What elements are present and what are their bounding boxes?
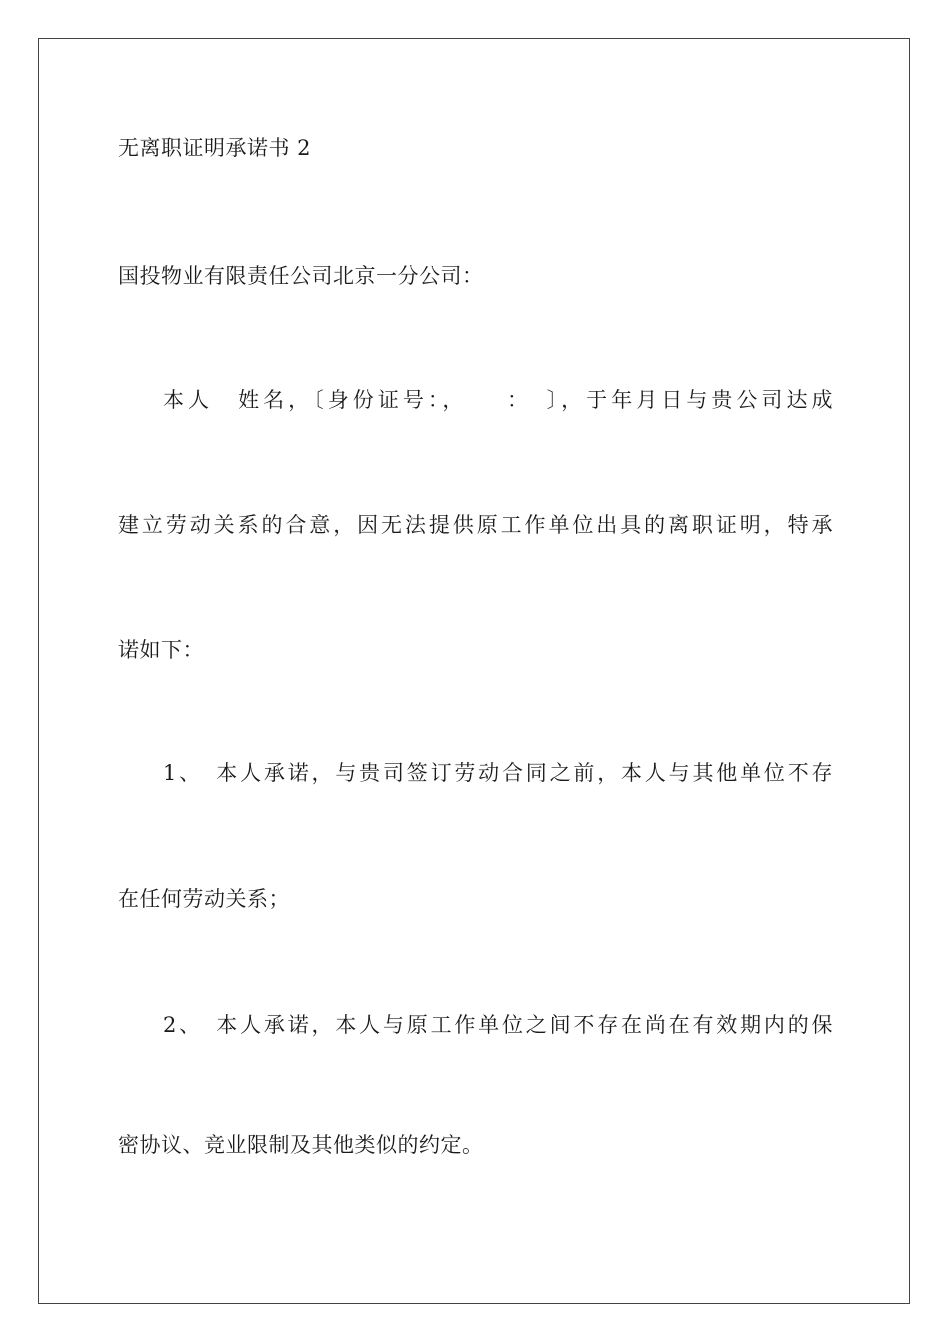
commitment-2-line-1: 2、 本人承诺，本人与原工作单位之间不存在尚在有效期内的保 <box>163 1013 833 1037</box>
commitment-1-line-2: 在任何劳动关系； <box>118 887 290 911</box>
body-line-2: 建立劳动关系的合意，因无法提供原工作单位出具的离职证明，特承 <box>118 513 833 537</box>
body-line-3: 诺如下： <box>118 638 204 662</box>
body-line-1: 本人 姓名，〔身份证号：， ： 〕，于年月日与贵公司达成 <box>163 388 833 412</box>
commitment-1-line-1: 1、 本人承诺，与贵司签订劳动合同之前，本人与其他单位不存 <box>163 761 833 785</box>
document-title: 无离职证明承诺书 2 <box>118 136 312 160</box>
page-border <box>38 38 910 1304</box>
commitment-2-line-2: 密协议、竞业限制及其他类似的约定。 <box>118 1133 484 1157</box>
addressee: 国投物业有限责任公司北京一分公司： <box>118 264 484 288</box>
